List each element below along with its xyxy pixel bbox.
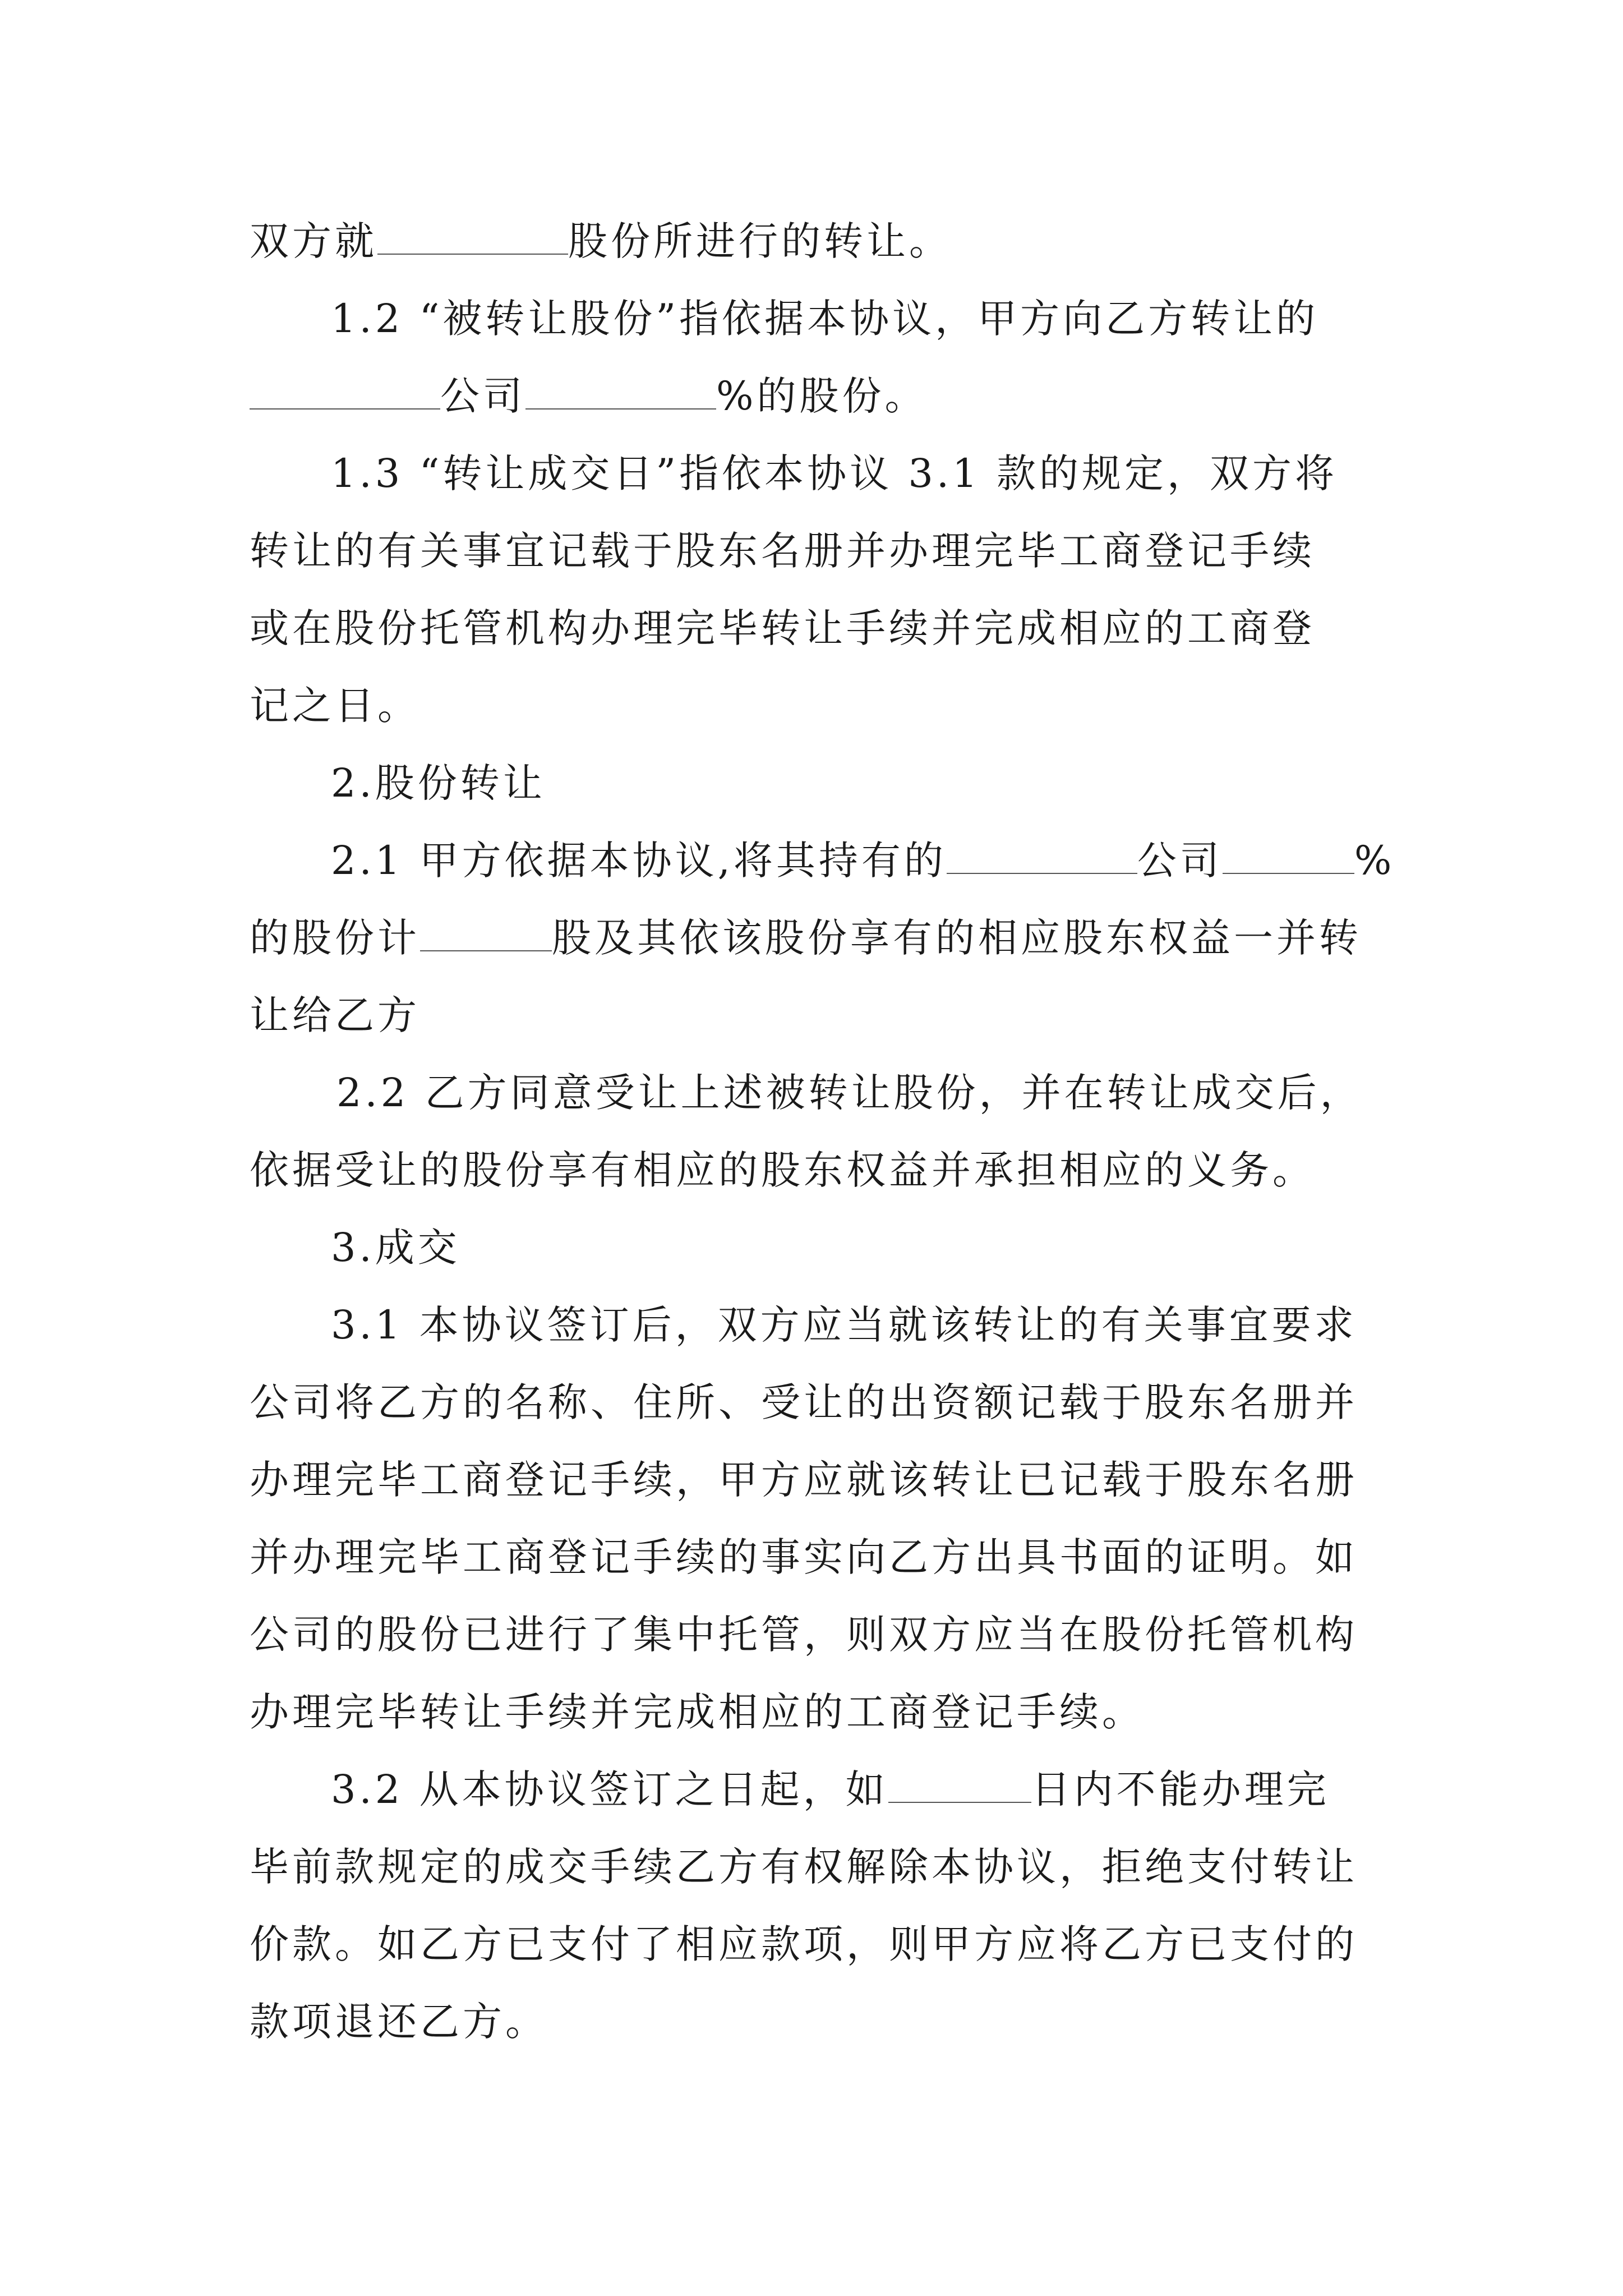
clause-3-2: [331, 1761, 1330, 1818]
clause-3-1: 3.1 本协议签订后，双方应当就该转让的有关事宜要求: [331, 1302, 1357, 1348]
text-line: 公司将乙方的名称、住所、受让的出资额记载于股东名册并: [250, 1379, 1358, 1425]
text-segment: 2.1 甲方依据本协议,将其持有的: [331, 838, 947, 884]
text-segment: 日内不能办理完: [1031, 1766, 1330, 1812]
section-heading-3: 3.成交: [331, 1225, 460, 1271]
blank-field[interactable]: [377, 219, 568, 255]
blank-field[interactable]: [947, 838, 1137, 874]
blank-field[interactable]: [250, 374, 440, 409]
text-segment: %的股份。: [716, 373, 928, 419]
text-segment: 双方就: [250, 218, 377, 264]
clause-1-2: 1.2 “被转让股份”指依据本协议，甲方向乙方转让的: [331, 296, 1319, 342]
text-line: 款项退还乙方。: [250, 1999, 548, 2045]
text-segment: 公司: [440, 373, 525, 419]
text-segment: 的股份计: [250, 915, 420, 961]
clause-1-3: 1.3 “转让成交日”指依本协议 3.1 款的规定，双方将: [331, 450, 1338, 496]
text-line: 转让的有关事宜记载于股东名册并办理完毕工商登记手续: [250, 528, 1315, 574]
blank-field[interactable]: [888, 1767, 1031, 1803]
text-line: 依据受让的股份享有相应的股东权益并承担相应的义务。: [250, 1147, 1315, 1193]
text-line: [250, 910, 1362, 966]
text-segment: 股份所进行的转让。: [568, 218, 952, 264]
clause-2-2: 2.2 乙方同意受让上述被转让股份，并在转让成交后，: [336, 1070, 1363, 1116]
blank-field[interactable]: [525, 374, 716, 409]
text-segment: 3.2 从本协议签订之日起，如: [331, 1766, 888, 1812]
text-line: 或在股份托管机构办理完毕转让手续并完成相应的工商登: [250, 605, 1315, 651]
text-segment: 股及其依该股份享有的相应股东权益一并转: [552, 915, 1362, 961]
text-line: 价款。如乙方已支付了相应款项，则甲方应将乙方已支付的: [250, 1921, 1358, 1967]
text-line: 记之日。: [250, 683, 420, 729]
text-line: [250, 368, 928, 424]
text-line: 办理完毕工商登记手续，甲方应就该转让已记载于股东名册: [250, 1457, 1358, 1503]
text-line: 让给乙方: [250, 992, 420, 1038]
blank-field[interactable]: [420, 915, 552, 951]
section-heading-2: 2.股份转让: [331, 760, 546, 806]
text-line: 公司的股份已进行了集中托管，则双方应当在股份托管机构: [250, 1612, 1358, 1658]
text-line: 毕前款规定的成交手续乙方有权解除本协议，拒绝支付转让: [250, 1844, 1358, 1890]
text-line: [250, 213, 952, 269]
clause-2-1: [331, 832, 1395, 889]
text-segment: %: [1354, 838, 1395, 884]
blank-field[interactable]: [1223, 838, 1354, 874]
text-line: 办理完毕转让手续并完成相应的工商登记手续。: [250, 1689, 1145, 1735]
text-line: 并办理完毕工商登记手续的事实向乙方出具书面的证明。如: [250, 1534, 1358, 1580]
text-segment: 公司: [1137, 838, 1223, 884]
